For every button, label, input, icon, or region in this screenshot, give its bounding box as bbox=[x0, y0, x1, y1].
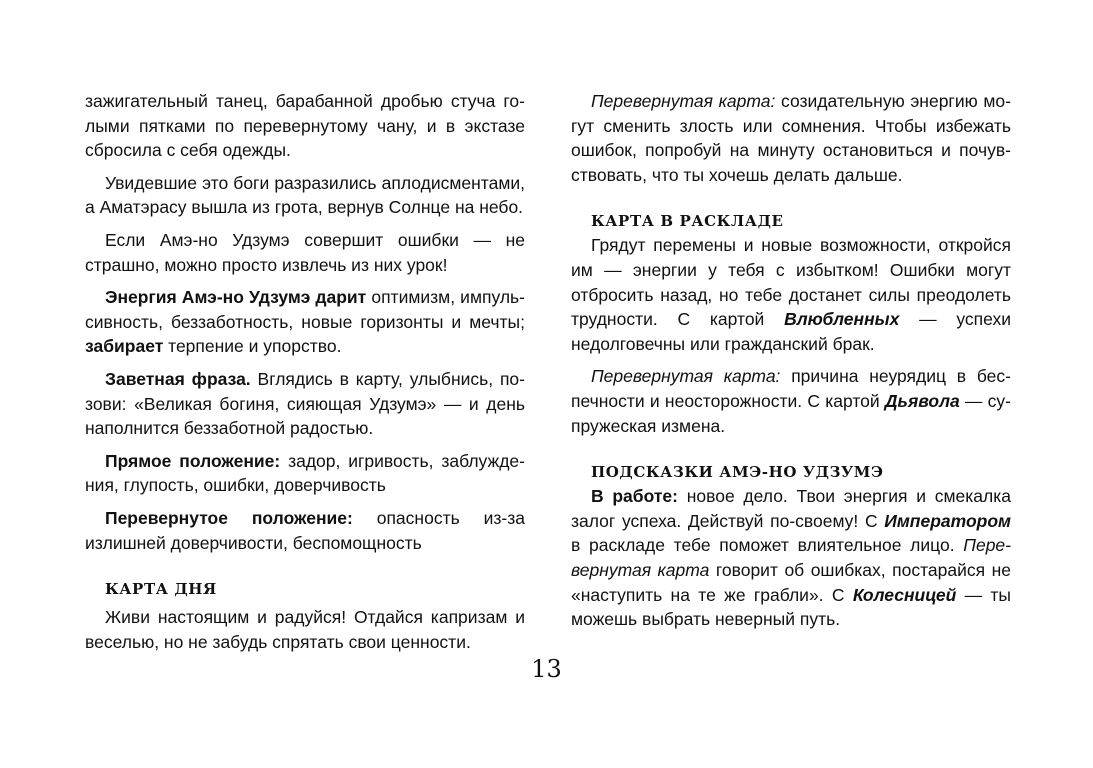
right-column bbox=[571, 89, 1011, 632]
text: причина неурядиц в беспечности и неосторожности. С картой bbox=[571, 366, 1011, 411]
paragraph: Если Амэ-но Удзумэ совершит ошибки — не страшно, можно просто извлечь из них урок! bbox=[85, 229, 525, 275]
bold-word: забирает bbox=[85, 336, 164, 357]
text: созидательную энергию могут сменить злость или сомнения. Чтобы избежать ошибок, попробуй на минуту остановиться и почувствовать, что ты хочешь делать дальше. bbox=[571, 91, 1011, 185]
italic-phrase: Перевернутая карта bbox=[571, 535, 1011, 580]
text: задор, игривость, заблуждения, глупость, ошибки, доверчивость bbox=[85, 450, 525, 496]
bold-lead: В работе: bbox=[591, 486, 678, 507]
paragraph: Увидевшие это боги разразились аплодисментами, а Аматэрасу вышла из грота, вернув Солнце на небо. bbox=[85, 172, 525, 218]
italic-lead: Перевернутая карта: bbox=[591, 91, 776, 111]
paragraph bbox=[571, 89, 1011, 187]
bold-lead: Перевернутое положение: bbox=[105, 507, 353, 528]
paragraph bbox=[85, 285, 525, 359]
card-name: Колесницей bbox=[852, 584, 957, 605]
paragraph bbox=[85, 449, 525, 498]
page-number: 13 bbox=[531, 655, 562, 683]
card-name: Влюбленных bbox=[784, 309, 900, 330]
card-name: Дьявола bbox=[884, 390, 960, 411]
paragraph bbox=[571, 484, 1011, 632]
italic-lead: Перевернутая карта: bbox=[591, 366, 781, 387]
left-column bbox=[85, 89, 525, 654]
card-name: Императором bbox=[884, 510, 1011, 531]
bold-lead: Прямое положение: bbox=[105, 450, 281, 471]
text: говорит об ошибках, постарайся не «наступить на те же грабли». С bbox=[571, 559, 1011, 605]
paragraph bbox=[85, 506, 525, 555]
section-heading-day: КАРТА ДНЯ bbox=[105, 580, 217, 599]
paragraph: Живи настоящим и радуйся! Отдайся капризам и веселью, но не забудь спрятать свои ценности. bbox=[85, 607, 525, 652]
text: Вглядись в карту, улыбнись, позови: «Великая богиня, сияющая Удзумэ» — и день наполнится беззаботной радостью. bbox=[85, 368, 525, 439]
section-heading-spread: КАРТА В РАСКЛАДЕ bbox=[591, 212, 784, 231]
text: терпение и упорство. bbox=[163, 336, 342, 357]
paragraph: зажигательный танец, барабанной дробью стуча голыми пятками по перевернутому чану, и в экстазе сбросила с себя одежды. bbox=[85, 91, 525, 161]
section-heading-hints: ПОДСКАЗКИ АМЭ-НО УДЗУМЭ bbox=[591, 463, 884, 482]
text: — ты можешь выбрать неверный путь. bbox=[571, 584, 1011, 630]
text: — супружеская измена. bbox=[571, 390, 1011, 436]
text: новое дело. Твои энергия и смекалка залог успеха. Действуй по-своему! С bbox=[571, 486, 1011, 531]
paragraph bbox=[571, 364, 1011, 438]
text: опасность из-за излишней доверчивости, беспомощность bbox=[85, 507, 525, 553]
paragraph bbox=[571, 233, 1011, 356]
text: — успехи недолговечны или гражданский брак. bbox=[571, 309, 1011, 354]
text: в раскладе тебе поможет влиятельное лицо. bbox=[571, 535, 964, 556]
bold-lead: Энергия Амэ-но Удзумэ дарит bbox=[105, 287, 367, 308]
paragraph bbox=[85, 367, 525, 441]
text: Грядут перемены и новые возможности, откройся им — энергии у тебя с избытком! Ошибки могут отбросить назад, но тебе достанет силы преодолеть трудности. С картой bbox=[571, 235, 1011, 330]
bold-lead: Заветная фраза. bbox=[105, 368, 251, 389]
text: оптимизм, импульсивность, беззаботность, новые горизонты и мечты; bbox=[85, 287, 525, 332]
